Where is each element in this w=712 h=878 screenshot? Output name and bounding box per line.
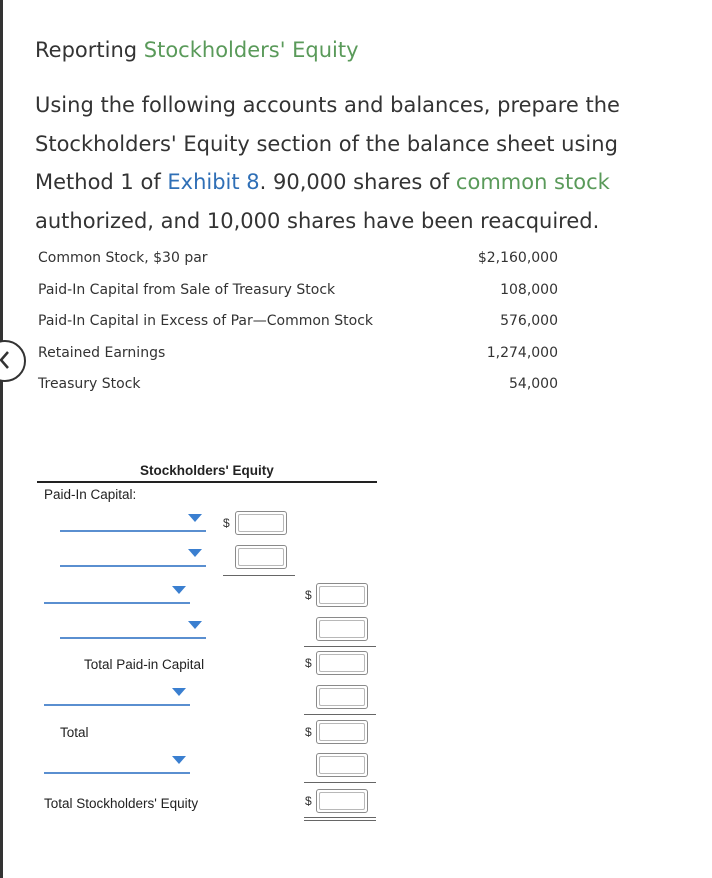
paid-in-capital-label: Paid-In Capital:	[44, 487, 137, 502]
dollar-sign: $	[305, 725, 312, 739]
amount-input[interactable]	[316, 789, 368, 813]
account-dropdown[interactable]	[60, 543, 206, 567]
total-label: Total	[60, 725, 89, 740]
account-name: Paid-In Capital from Sale of Treasury Stock	[38, 281, 336, 298]
account-dropdown[interactable]	[44, 580, 190, 604]
amount-input[interactable]	[316, 651, 368, 675]
account-name: Treasury Stock	[38, 376, 141, 392]
account-dropdown[interactable]	[44, 682, 190, 706]
dollar-sign: $	[305, 656, 312, 670]
account-dropdown[interactable]	[44, 750, 190, 774]
account-row	[38, 345, 558, 377]
account-value: $2,160,000	[477, 250, 558, 266]
amount-input[interactable]	[316, 617, 368, 641]
account-row	[38, 282, 558, 314]
account-value: 108,000	[500, 281, 558, 298]
heading-rule	[37, 481, 377, 483]
instructions: Using the following accounts and balances, prepare the Stockholders' Equity section of the balance sheet using Method 1 of Exhibit 8. 90,000 shares of common stock authorized, and 10,000 shares have been reacquired.	[35, 93, 620, 233]
account-name: Common Stock, $30 par	[38, 250, 208, 266]
chevron-left-icon	[0, 350, 10, 370]
page-title: Reporting Stockholders' Equity	[35, 38, 359, 62]
account-value: 54,000	[509, 376, 558, 392]
left-border	[0, 0, 3, 878]
amount-input[interactable]	[235, 545, 287, 569]
accounts-table	[38, 250, 558, 408]
subtotal-rule	[223, 575, 295, 576]
account-row	[38, 313, 558, 345]
double-rule-bottom	[304, 820, 376, 821]
amount-input[interactable]	[235, 511, 287, 535]
subtotal-rule	[304, 714, 376, 715]
account-name: Paid-In Capital in Excess of Par—Common Stock	[38, 313, 374, 329]
dropdown-caret-icon	[188, 621, 202, 629]
amount-input[interactable]	[316, 753, 368, 777]
account-name: Retained Earnings	[38, 344, 166, 361]
dollar-sign: $	[305, 794, 312, 808]
form-heading: Stockholders' Equity	[140, 463, 274, 478]
exhibit-link[interactable]: Exhibit 8	[167, 170, 260, 194]
dropdown-caret-icon	[188, 549, 202, 557]
account-value: 1,274,000	[486, 344, 558, 361]
title-accent[interactable]: Stockholders' Equity	[143, 38, 359, 62]
dropdown-caret-icon	[172, 756, 186, 764]
amount-input[interactable]	[316, 720, 368, 744]
account-value: 576,000	[500, 313, 558, 329]
account-row	[38, 376, 558, 408]
dollar-sign: $	[305, 588, 312, 602]
dropdown-caret-icon	[172, 586, 186, 594]
dropdown-caret-icon	[172, 688, 186, 696]
account-row	[38, 250, 558, 282]
total-paid-in-capital-label: Total Paid-in Capital	[84, 657, 205, 672]
amount-input[interactable]	[316, 685, 368, 709]
dropdown-caret-icon	[188, 514, 202, 522]
dollar-sign: $	[223, 516, 230, 530]
amount-input[interactable]	[316, 583, 368, 607]
double-rule-top	[304, 817, 376, 818]
subtotal-rule	[304, 782, 376, 783]
account-dropdown[interactable]	[60, 508, 206, 532]
total-stockholders-equity-label: Total Stockholders' Equity	[44, 796, 199, 811]
back-button[interactable]	[0, 340, 26, 382]
account-dropdown[interactable]	[60, 615, 206, 639]
common-stock-link[interactable]: common stock	[455, 170, 610, 194]
subtotal-rule	[304, 646, 376, 647]
